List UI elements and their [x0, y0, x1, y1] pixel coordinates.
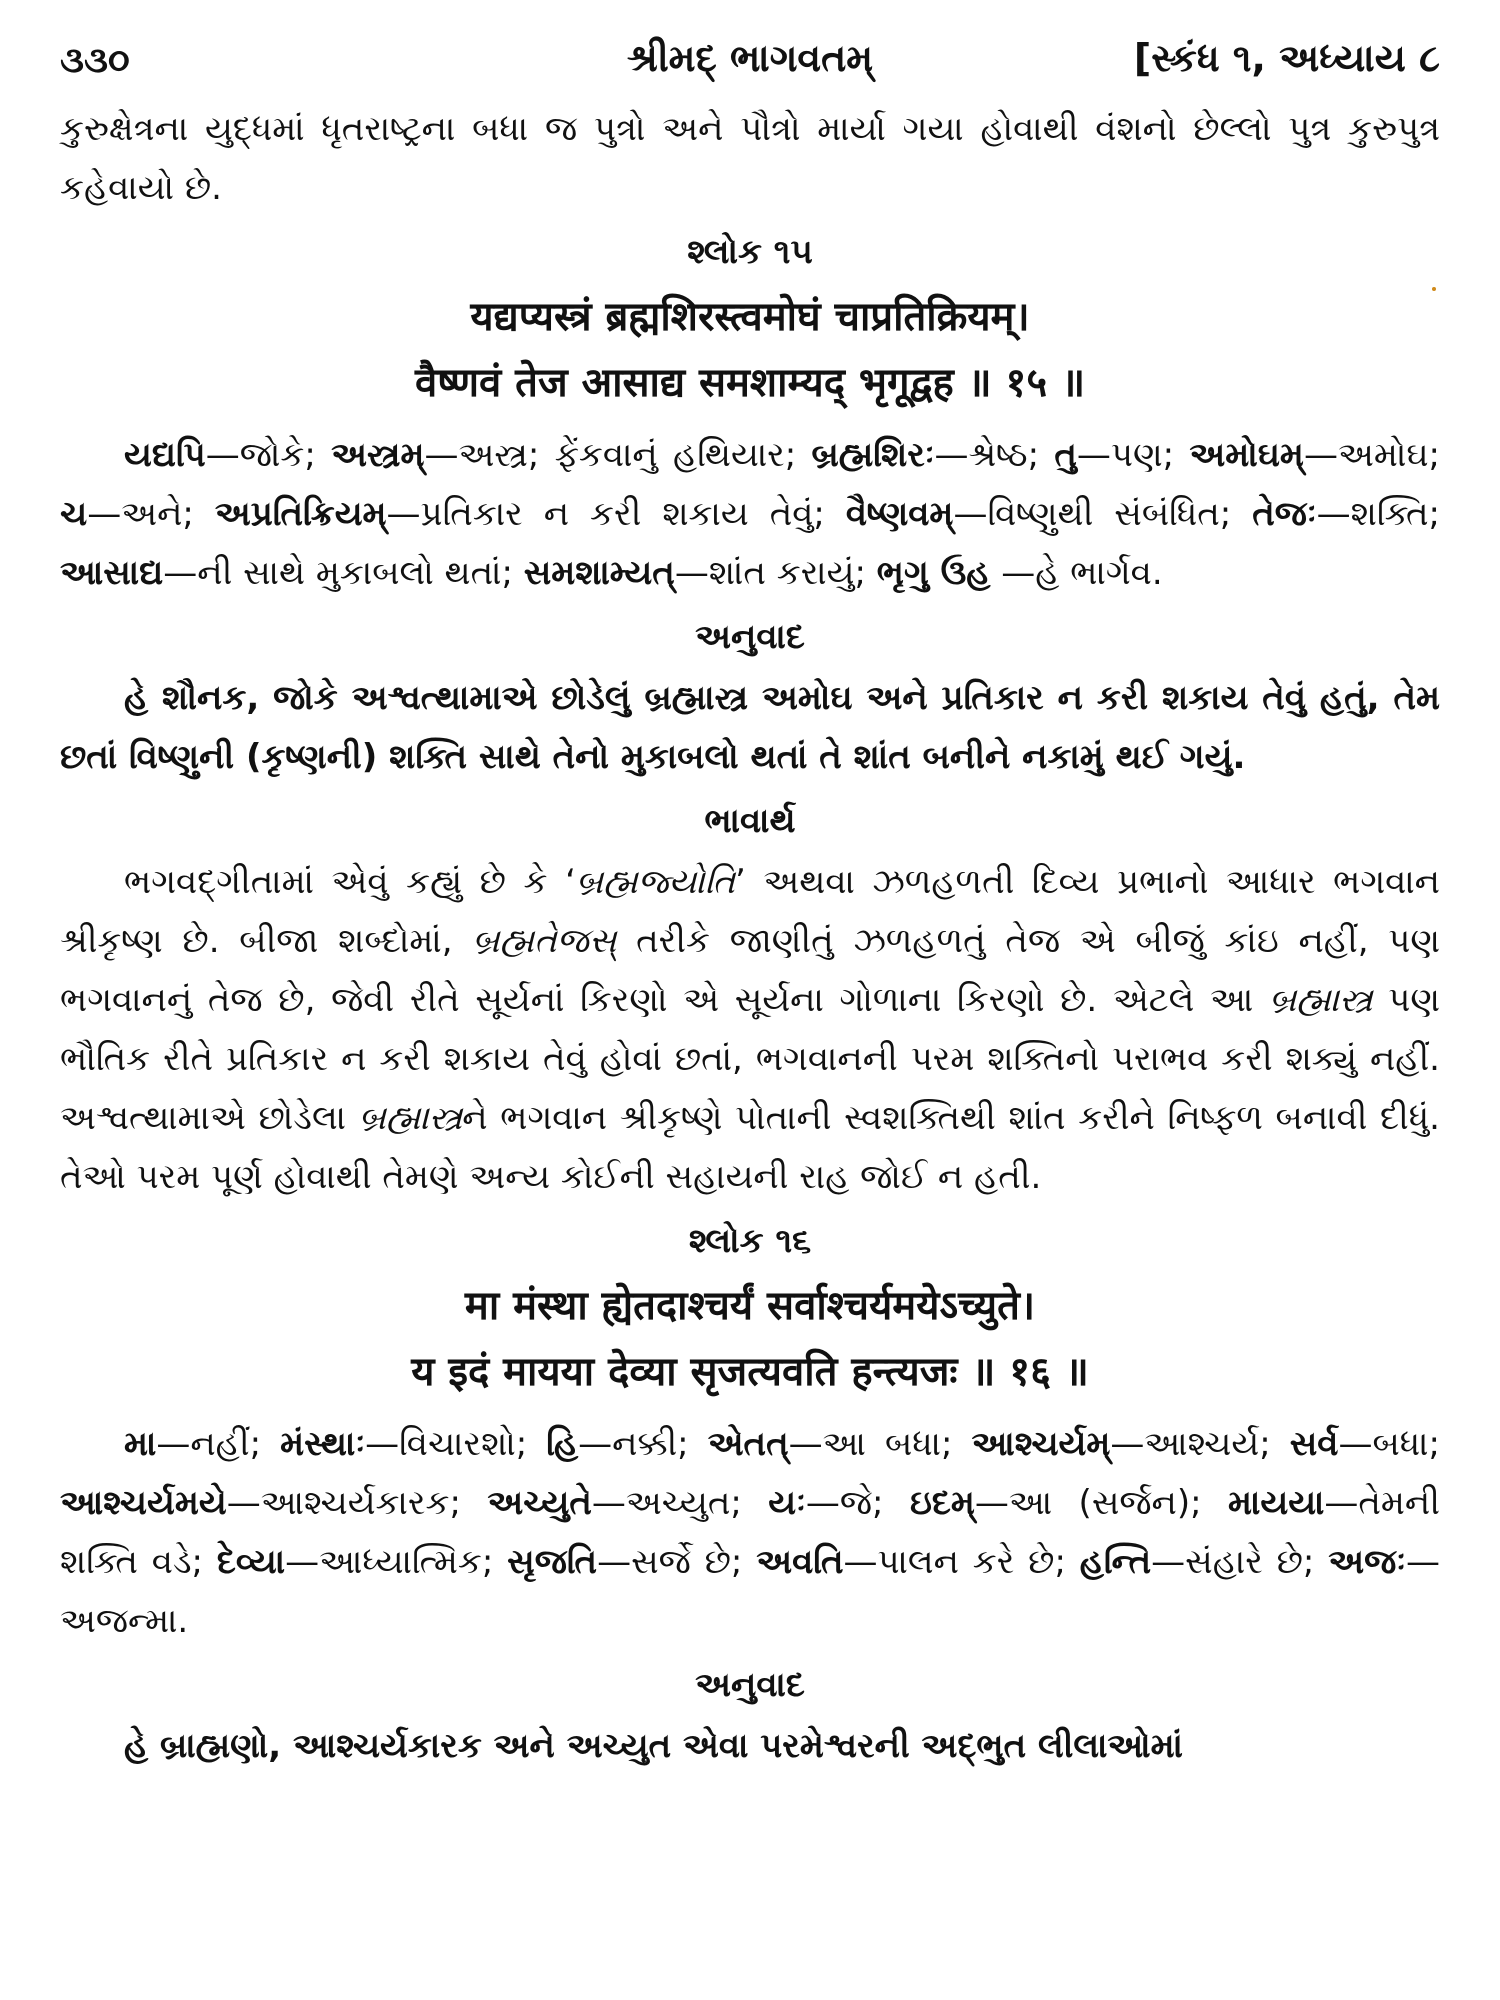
synonym-term: આશ્ચર્યમ્ [971, 1424, 1111, 1464]
book-title: શ્રીમદ્ ભાગવતમ્ [626, 36, 874, 80]
verse-15-translation-heading: અનુવાદ [695, 617, 805, 657]
purport-italic-term: બ્રહ્મજ્યોતિ [575, 862, 736, 902]
synonym-term: મંસ્થાઃ [280, 1424, 366, 1464]
synonym-meaning: —નક્કી; [578, 1424, 708, 1464]
synonym-meaning: —સંહારે છે; [1151, 1542, 1329, 1582]
synonym-meaning: —અસ્ત્ર; ફેંકવાનું હથિયાર; [424, 435, 812, 475]
purport-text: ને ભગવાન શ્રીકૃષ્ણે પોતાની સ્વશક્તિથી શાંત કરીને નિષ્ફળ બનાવી દીધું. તેઓ પરમ પૂર્ણ હોવાથી તેમણે અન્ય કોઈની સહાયની રાહ જોઈ ન હતી. [60, 1098, 1440, 1197]
synonym-meaning: —આ બધા; [788, 1424, 972, 1464]
synonym-term: હિ [546, 1424, 579, 1464]
synonym-term: એતત્ [707, 1424, 789, 1464]
verse-16-line-1: मा मंस्था ह्येतदाश्चर्यं सर्वाश्चर्यमयेऽच्युते। [464, 1283, 1036, 1329]
synonym-term: ચ [60, 494, 88, 534]
synonym-term: માયયા [1228, 1483, 1325, 1523]
synonym-meaning: —શ્રેષ્ઠ; [934, 435, 1055, 475]
synonym-meaning: —પાલન કરે છે; [843, 1542, 1080, 1582]
synonym-meaning: —જે; [805, 1483, 910, 1523]
synonym-term: આસાદ્ય [60, 553, 164, 593]
synonym-meaning: —સર્જે છે; [597, 1542, 757, 1582]
synonym-term: તુ [1054, 435, 1077, 475]
synonym-meaning: —આશ્ચર્યકારક; [226, 1483, 488, 1523]
verse-15-line-2: वैष्णवं तेज आसाद्य समशाम्यद् भृगूद्वह ॥ १५ ॥ [414, 360, 1086, 406]
chapter-reference: [સ્કંધ ૧, અધ્યાય ૮ [1133, 36, 1440, 80]
verse-15-translation: હે શૌનક, જોકે અશ્વત્થામાએ છોડેલું બ્રહ્માસ્ત્ર અમોઘ અને પ્રતિકાર ન કરી શકાય તેવું હતું, તેમ છતાં વિષ્ણુની (કૃષ્ણની) શક્તિ સાથે તેનો મુકાબલો થતાં તે શાંત બનીને નકામું થઈ ગયું. [60, 678, 1440, 777]
intro-paragraph: કુરુક્ષેત્રના યુદ્ધમાં ધૃતરાષ્ટ્રના બધા જ પુત્રો અને પૌત્રો માર્યા ગયા હોવાથી વંશનો છેલ્લો પુત્ર કુરુપુત્ર કહેવાયો છે. [60, 109, 1440, 208]
synonym-term: અચ્યુતે [487, 1483, 592, 1523]
synonym-term: હન્તિ [1079, 1542, 1152, 1582]
synonym-term: ઇદમ્ [909, 1483, 975, 1523]
synonym-meaning: —પ્રતિકાર ન કરી શકાય તેવું; [386, 494, 846, 534]
verse-15-purport [60, 853, 1440, 1207]
synonym-meaning: —જોકે; [205, 435, 332, 475]
synonym-term: યદ્યપિ [124, 435, 206, 475]
synonym-term: અવતિ [756, 1542, 844, 1582]
synonym-meaning: —નહીં; [156, 1424, 281, 1464]
purport-text: તરીકે જાણીતું ઝળહળતું તેજ એ બીજું કાંઇ નહીં, પણ ભગવાનનું તેજ છે, જેવી રીતે સૂર્યનાં કિરણો એ સૂર્યના ગોળાના કિરણો છે. એટલે આ [60, 921, 1441, 1020]
purport-text: ભગવદ્ગીતામાં એવું કહ્યું છે કે ‘ [124, 862, 576, 902]
synonym-term: ભૃગુ ઉહ [876, 553, 991, 593]
verse-16-translation-heading: અનુવાદ [695, 1665, 805, 1705]
synonym-meaning: —પણ; [1076, 435, 1190, 475]
page-number: ૩૩૦ [60, 40, 130, 81]
synonym-meaning: —આશ્ચર્ય; [1110, 1424, 1290, 1464]
synonym-term: અસ્ત્રમ્ [331, 435, 425, 475]
purport-text: પણ ભૌતિક રીતે પ્રતિકાર ન કરી શકાય તેવું હોવાં છતાં, ભગવાનની પરમ શક્તિનો પરાભવ કરી શક્યું નહીં. અશ્વત્થામાએ છોડેલા [60, 980, 1440, 1138]
verse-16-heading: શ્લોક ૧૬ [688, 1221, 812, 1261]
verse-15-line-1: यद्यप्यस्त्रं ब्रह्मशिरस्त्वमोघं चाप्रतिक्रियम्। [470, 294, 1030, 340]
synonym-meaning: —અને; [87, 494, 215, 534]
synonym-term: યઃ [768, 1483, 806, 1523]
synonym-meaning: —આ (સર્જન); [974, 1483, 1229, 1523]
synonym-term: સર્વ [1289, 1424, 1339, 1464]
synonym-term: અજઃ [1328, 1542, 1406, 1582]
purport-italic-term: બ્રહ્માસ્ત્ર [358, 1098, 463, 1138]
synonym-term: તેજઃ [1252, 494, 1317, 534]
synonym-meaning: —બધા; [1338, 1424, 1440, 1464]
purport-italic-term: બ્રહ્માસ્ત્ર [1268, 980, 1373, 1020]
verse-15-heading: શ્લોક ૧૫ [687, 232, 813, 272]
verse-15-purport-heading: ભાવાર્થ [704, 801, 796, 841]
synonym-meaning: —શાંત કરાયું; [674, 553, 877, 593]
synonym-term: મા [124, 1424, 157, 1464]
verse-15-synonyms [60, 426, 1440, 603]
synonym-term: સમશામ્યત્ [523, 553, 675, 593]
verse-16-synonyms [60, 1415, 1440, 1651]
synonym-meaning: —વિચારશો; [365, 1424, 547, 1464]
purport-italic-term: બ્રહ્મતેજસ્ [472, 921, 617, 961]
synonym-term: અપ્રતિક્રિયમ્ [214, 494, 387, 534]
synonym-term: દેવ્યા [216, 1542, 286, 1582]
synonym-term: સૃજતિ [507, 1542, 598, 1582]
verse-16-translation: હે બ્રાહ્મણો, આશ્ચર્યકારક અને અચ્યુત એવા પરમેશ્વરની અદ્ભુત લીલાઓમાં [124, 1726, 1183, 1766]
synonym-meaning: —અમોઘ; [1303, 435, 1440, 475]
synonym-meaning: —વિષ્ણુથી સંબંધિત; [953, 494, 1253, 534]
synonym-meaning: —તેમની શક્તિ વડે; [60, 1483, 1440, 1582]
synonym-meaning: —ની સાથે મુકાબલો થતાં; [163, 553, 524, 593]
ink-speck [1432, 287, 1436, 291]
synonym-meaning: —હે ભાર્ગવ. [990, 553, 1163, 593]
synonym-term: આશ્ચર્યમયે [60, 1483, 227, 1523]
synonym-term: અમોઘમ્ [1189, 435, 1304, 475]
synonym-term: બ્રહ્મશિરઃ [811, 435, 935, 475]
synonym-meaning: —અચ્યુત; [591, 1483, 769, 1523]
synonym-meaning: —શક્તિ; [1316, 494, 1440, 534]
page-header [60, 30, 1440, 100]
verse-16-line-2: य इदं मायया देव्या सृजत्यवति हन्त्यजः ॥ १६ ॥ [411, 1349, 1089, 1395]
synonym-meaning: —અજન્મા. [60, 1542, 1440, 1641]
synonym-meaning: —આધ્યાત્મિક; [285, 1542, 508, 1582]
purport-text: ’ અથવા ઝળહળતી દિવ્ય પ્રભાનો આધાર ભગવાન શ્રીકૃષ્ણ છે. બીજા શબ્દોમાં, [60, 862, 1441, 961]
synonym-term: વૈષ્ણવમ્ [845, 494, 954, 534]
